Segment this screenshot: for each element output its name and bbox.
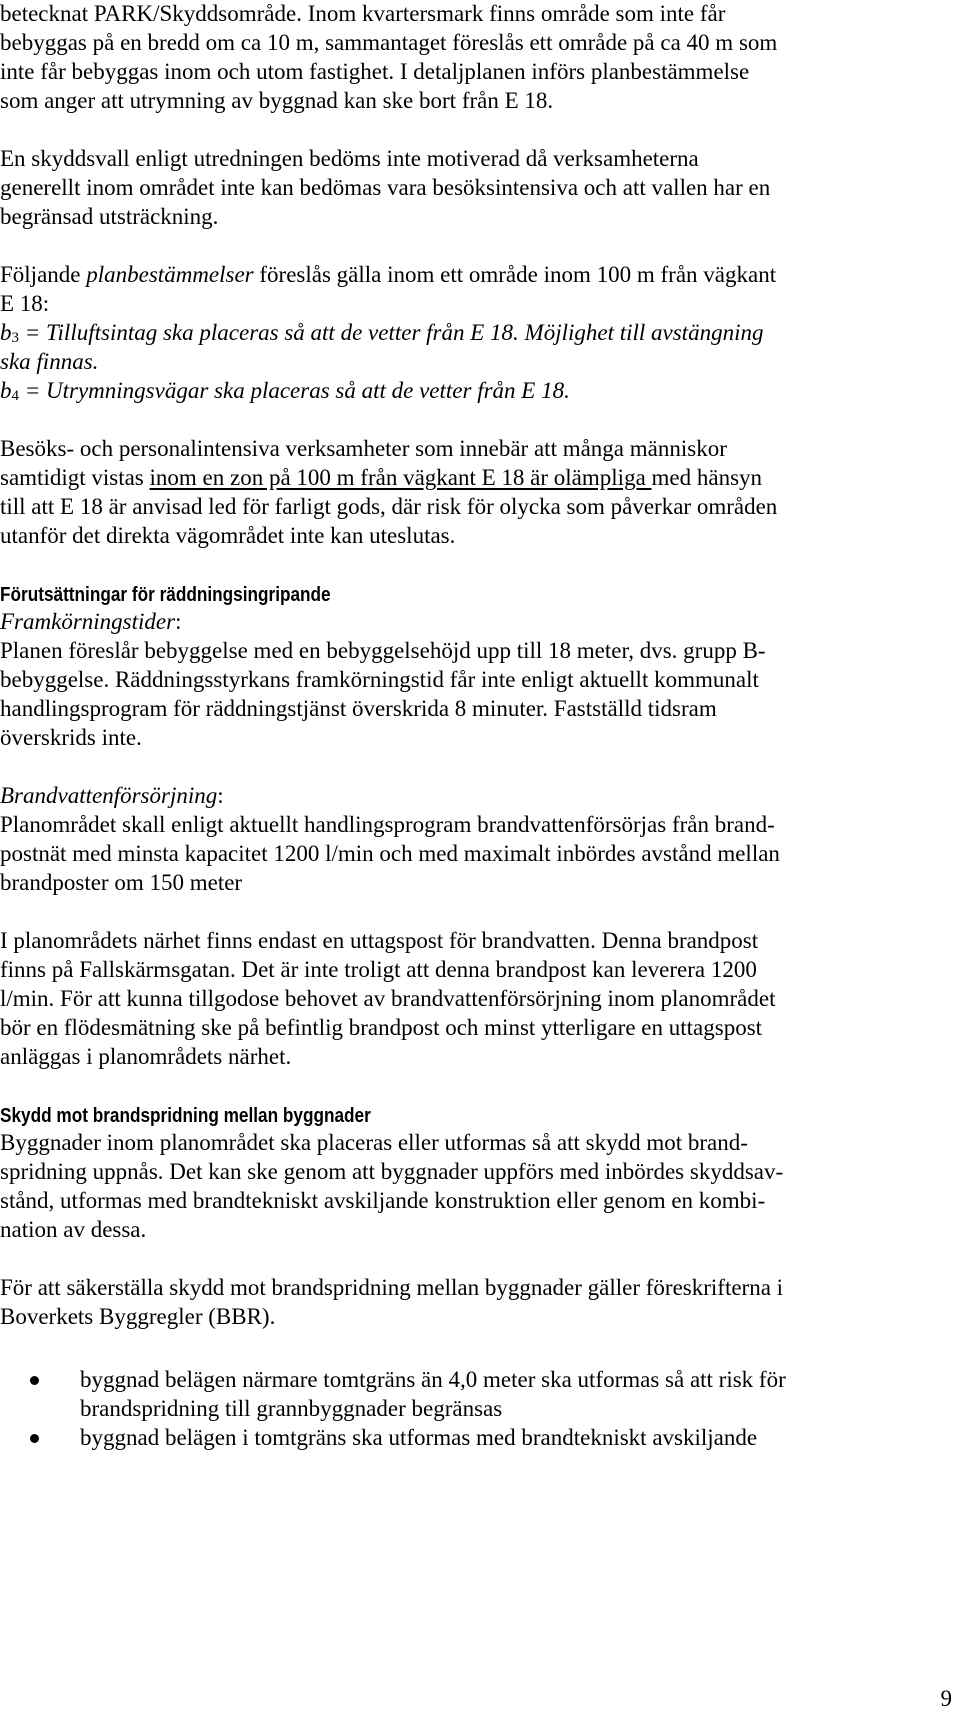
paragraph-line: Planområdet skall enligt aktuellt handlingsprogram brandvattenförsörjas från brand- [0,812,775,837]
paragraph-line: stånd, utformas med brandtekniskt avskiljande konstruktion eller genom en kombi- [0,1188,766,1213]
text-run: samtidigt vistas [0,465,150,490]
paragraph-line: En skyddsvall enligt utredningen bedöms inte motiverad då verksamheterna [0,146,699,171]
paragraph-line: begränsad utsträckning. [0,204,219,229]
regulations-intro-line [0,260,776,290]
paragraph-line: postnät med minsta kapacitet 1200 l/min och med maximalt inbördes avstånd mellan [0,841,780,866]
page-number: 9 [940,1686,952,1711]
paragraph-line: handlingsprogram för räddningstjänst överskrida 8 minuter. Fastställd tidsram [0,696,717,721]
bullet-icon [30,1376,39,1385]
regulation-b4 [0,376,570,406]
paragraph-line: Besöks- och personalintensiva verksamheter som innebär att många människor [0,436,727,461]
paragraph-line: betecknat PARK/Skyddsområde. Inom kvartersmark finns område som inte får [0,1,726,26]
regulation-text: ska finnas. [0,349,99,374]
text-run: med hänsyn [651,465,763,490]
paragraph-line: anläggas i planområdets närhet. [0,1044,292,1069]
paragraph-line: I planområdets närhet finns endast en uttagspost för brandvatten. Denna brandpost [0,928,759,953]
paragraph-line: brandposter om 150 meter [0,870,243,895]
subsection-colon: : [175,609,182,634]
paragraph-line: generellt inom området inte kan bedömas vara besöksintensiva och att vallen har en [0,175,771,200]
paragraph-line: som anger att utrymning av byggnad kan ske bort från E 18. [0,88,554,113]
list-item: byggnad belägen i tomtgräns ska utformas med brandtekniskt avskiljande [80,1425,758,1450]
paragraph-line: Planen föreslår bebyggelse med en bebyggelsehöjd upp till 18 meter, dvs. grupp B- [0,638,766,663]
bullet-icon [30,1434,39,1443]
regulation-subscript: 3 [11,330,19,346]
regulation-letter: b [0,320,12,345]
paragraph-line [0,463,762,493]
paragraph-line: För att säkerställa skydd mot brandspridning mellan byggnader gäller föreskrifterna i [0,1275,784,1300]
paragraph-line: till att E 18 är anvisad led för farligt gods, där risk för olycka som påverkar områden [0,494,778,519]
subsection-label-text: Framkörningstider [0,609,176,634]
paragraph-line: spridning uppnås. Det kan ske genom att byggnader uppförs med inbördes skyddsav- [0,1159,784,1184]
list-item-continued: brandspridning till grannbyggnader begränsas [80,1396,503,1421]
paragraph-line: bebyggelse. Räddningsstyrkans framkörningstid får inte enligt aktuellt kommunalt [0,667,759,692]
regulation-letter: b [0,378,12,403]
paragraph-line: l/min. För att kunna tillgodose behovet av brandvattenförsörjning inom planområdet [0,986,776,1011]
text-run: föreslås gälla inom ett område inom 100 m från vägkant [253,262,777,287]
paragraph-line: Boverkets Byggregler (BBR). [0,1304,276,1329]
text-run: Följande [0,262,87,287]
planbestammelser-term: planbestämmelser [86,262,254,287]
subsection-colon: : [217,783,224,808]
regulation-subscript: 4 [11,388,19,404]
list-item: byggnad belägen närmare tomtgräns än 4,0 meter ska utformas så att risk för [80,1367,786,1392]
regulation-b3-continued [0,347,98,377]
subsection-label [0,607,181,637]
paragraph-line: bör en flödesmätning ske på befintlig brandpost och minst ytterligare en uttagspost [0,1015,763,1040]
regulation-text: = Utrymningsvägar ska placeras så att de vetter från E 18. [19,378,570,403]
regulation-b3 [0,318,763,348]
paragraph-line: utanför det direkta vägområdet inte kan uteslutas. [0,523,456,548]
paragraph-line: Byggnader inom planområdet ska placeras eller utformas så att skydd mot brand- [0,1130,748,1155]
section-heading-brandspridning: Skydd mot brandspridning mellan byggnader [0,1105,371,1127]
paragraph-line: inte får bebyggas inom och utom fastighet. I detaljplanen införs planbestämmelse [0,59,750,84]
underlined-text: inom en zon på 100 m från vägkant E 18 är olämpliga [149,465,652,490]
paragraph-line: E 18: [0,291,50,316]
subsection-label-text: Brandvattenförsörjning [0,783,218,808]
paragraph-line: finns på Fallskärmsgatan. Det är inte troligt att denna brandpost kan leverera 1200 [0,957,757,982]
section-heading-raddningsingripande: Förutsättningar för räddningsingripande [0,584,331,606]
paragraph-line: bebyggas på en bredd om ca 10 m, sammantaget föreslås ett område på ca 40 m som [0,30,778,55]
paragraph-line: överskrids inte. [0,725,142,750]
paragraph-line: nation av dessa. [0,1217,147,1242]
subsection-label [0,781,224,811]
regulation-text: = Tilluftsintag ska placeras så att de vetter från E 18. Möjlighet till avstängning [19,320,764,345]
